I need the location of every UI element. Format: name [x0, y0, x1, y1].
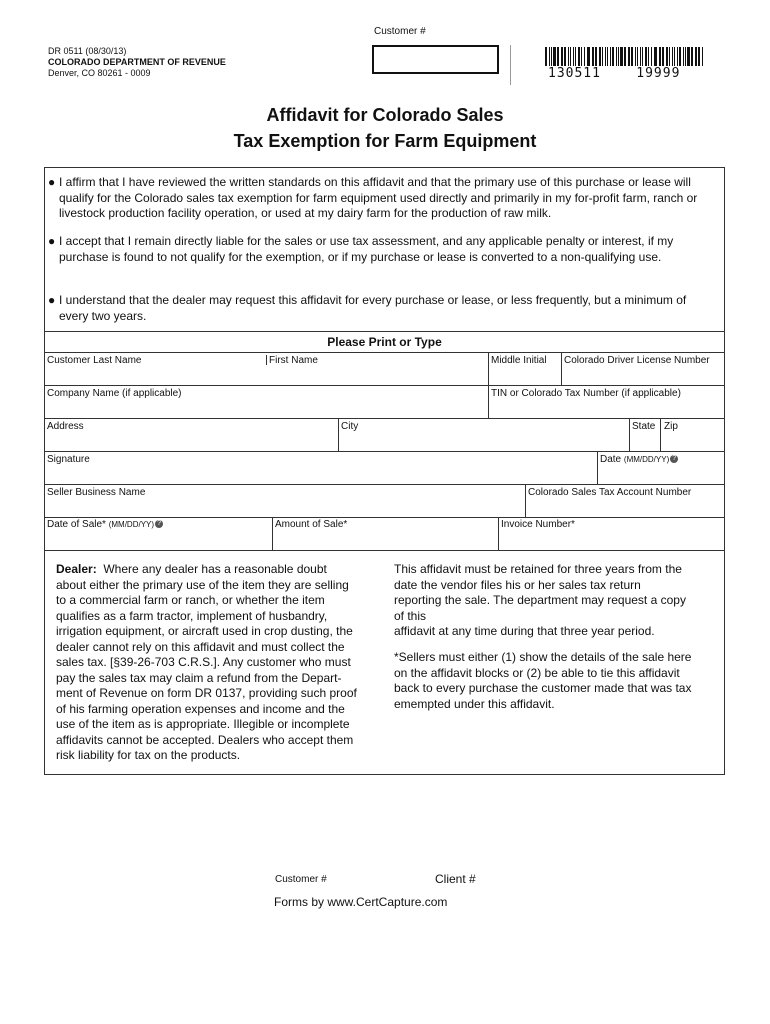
barcode-bar — [640, 47, 641, 66]
divider — [44, 451, 725, 452]
date-of-sale-field[interactable]: Date of Sale* (MM/DD/YY) ? — [47, 519, 163, 530]
middle-initial-field[interactable]: Middle Initial — [491, 355, 547, 366]
barcode-bar — [568, 47, 569, 66]
divider — [44, 517, 725, 518]
barcode-bar — [618, 47, 619, 66]
barcode-bar — [645, 47, 647, 66]
barcode-bar — [602, 47, 603, 66]
dealer-note: Dealer: Where any dealer has a reasonable doubt about either the primary use of the item they are selling to a commercial farm or ranch, or whether the item qualifies as a farm tractor, implement of husbandry, irrigation equipment, or aircraft used in crop dusting, the dealer cannot rely on this affidavit and must collect the sales tax. [§39-26-703 C.R.S.]. Any customer who must pay the sales tax may claim a refund from the Depart- ment of Revenue on form DR 0137, providing such proof of his farming operation expenses and income and the use of the item as is appropriate. Illegible or incomplete affidavits cannot be accepted. Dealers who accept them risk liability for tax on the products. — [56, 562, 357, 762]
barcode-bar — [685, 47, 686, 66]
barcode-bar — [631, 47, 633, 66]
divider — [266, 355, 267, 365]
barcode-bar — [695, 47, 697, 66]
sellers-note: *Sellers must either (1) show the details of the sale here on the affidavit blocks or (2) be able to tie this affidavit back to every purchase the customer made that was tax emempted under this affidavit. — [394, 650, 692, 711]
barcode-bar — [553, 47, 556, 66]
seller-business-name-field[interactable]: Seller Business Name — [47, 487, 146, 498]
barcode-bar — [570, 47, 571, 66]
barcode-bar — [628, 47, 630, 66]
forms-by-credit: Forms by www.CertCapture.com — [274, 895, 448, 909]
barcode-bar — [575, 47, 576, 66]
barcode-bar — [648, 47, 649, 66]
barcode-bar — [581, 47, 582, 66]
help-icon[interactable]: ? — [155, 520, 163, 528]
barcode-bar — [584, 47, 585, 66]
barcode-bar — [659, 47, 661, 66]
barcode-bar — [549, 47, 550, 66]
divider — [44, 331, 725, 332]
driver-license-field[interactable]: Colorado Driver License Number — [564, 355, 710, 366]
barcode-bar — [679, 47, 681, 66]
divider — [488, 385, 489, 418]
help-icon[interactable]: ? — [670, 455, 678, 463]
state-field[interactable]: State — [632, 421, 656, 432]
barcode-bar — [674, 47, 675, 66]
affirmation-bullet-2: ● I accept that I remain directly liable for the sales or use tax assessment, and any applicable penalty or interest, if my purchase is found to not qualify for the exemption, or if my purchase or lease is converted to a non-qualifying use. — [48, 234, 674, 264]
barcode-bar — [616, 47, 617, 66]
barcode-bar — [666, 47, 668, 66]
barcode-bar — [557, 47, 559, 66]
barcode-bar — [551, 47, 552, 66]
divider — [561, 352, 562, 385]
barcode-bar — [595, 47, 597, 66]
city-field[interactable]: City — [341, 421, 359, 432]
affirmation-bullet-3: ● I understand that the dealer may request this affidavit for every purchase or lease, or less frequently, but a minimum of every two years. — [48, 293, 687, 323]
bullet-icon: ● — [48, 234, 56, 248]
barcode-bar — [620, 47, 623, 66]
retention-note: This affidavit must be retained for three years from the date the vendor files his or her sales tax return reporting the sale. The department may request a copy of this affidavit at any time during that three year period. — [394, 562, 686, 638]
barcode-bar — [607, 47, 608, 66]
divider — [272, 517, 273, 550]
barcode-bar — [605, 47, 606, 66]
barcode-bar — [702, 47, 703, 66]
barcode-bar — [691, 47, 693, 66]
affirmation-bullet-1: ● I affirm that I have reviewed the written standards on this affidavit and that the primary use of this purchase or lease will qualify for the Colorado sales tax exemption for farm equipment used directly and primarily in my for-profit farm, ranch or livestock production facility operation, or used at my dairy farm for the production of raw milk. — [48, 175, 698, 220]
barcode-bar — [578, 47, 580, 66]
company-name-field[interactable]: Company Name (if applicable) — [47, 388, 182, 399]
bullet-icon: ● — [48, 293, 56, 307]
customer-number-field[interactable] — [372, 45, 499, 74]
barcode-bar — [610, 47, 611, 66]
first-name-field[interactable]: First Name — [269, 355, 318, 366]
invoice-number-field[interactable]: Invoice Number* — [501, 519, 575, 530]
divider — [597, 451, 598, 484]
barcode-bar — [662, 47, 664, 66]
barcode-number: 130511 19999 — [548, 66, 681, 81]
barcode-bar — [669, 47, 670, 66]
barcode-bar — [651, 47, 652, 66]
barcode-divider — [510, 45, 511, 85]
divider — [44, 484, 725, 485]
divider — [629, 418, 630, 451]
barcode-bar — [672, 47, 673, 66]
department-name: COLORADO DEPARTMENT OF REVENUE — [48, 57, 226, 67]
sales-tax-account-field[interactable]: Colorado Sales Tax Account Number — [528, 487, 692, 498]
barcode-bar — [587, 47, 590, 66]
divider — [44, 385, 725, 386]
address-field[interactable]: Address — [47, 421, 84, 432]
divider — [488, 352, 489, 385]
barcode-bar — [599, 47, 601, 66]
barcode-bar — [635, 47, 636, 66]
barcode-bar — [677, 47, 678, 66]
form-title-line1: Affidavit for Colorado Sales — [266, 105, 504, 125]
barcode-bar — [654, 47, 657, 66]
zip-field[interactable]: Zip — [664, 421, 678, 432]
divider — [44, 418, 725, 419]
customer-number-label: Customer # — [374, 26, 426, 37]
footer-customer-label: Customer # — [275, 874, 327, 885]
department-address: Denver, CO 80261 - 0009 — [48, 68, 151, 78]
form-id: DR 0511 (08/30/13) — [48, 46, 127, 56]
date-field[interactable]: Date (MM/DD/YY) ? — [600, 454, 678, 465]
barcode — [545, 47, 705, 66]
divider — [338, 418, 339, 451]
barcode-bar — [642, 47, 643, 66]
barcode-bar — [561, 47, 563, 66]
divider — [660, 418, 661, 451]
amount-of-sale-field[interactable]: Amount of Sale* — [275, 519, 348, 530]
please-print-heading: Please Print or Type — [327, 335, 442, 349]
form-title-line2: Tax Exemption for Farm Equipment — [233, 131, 537, 151]
customer-last-name-field[interactable]: Customer Last Name — [47, 355, 142, 366]
barcode-bar — [698, 47, 700, 66]
divider — [498, 517, 499, 550]
bullet-icon: ● — [48, 175, 56, 189]
barcode-bar — [687, 47, 690, 66]
barcode-bar — [637, 47, 638, 66]
barcode-bar — [624, 47, 626, 66]
signature-field[interactable]: Signature — [47, 454, 90, 465]
divider — [44, 352, 725, 353]
barcode-bar — [545, 47, 547, 66]
barcode-bar — [592, 47, 594, 66]
header-block — [48, 46, 226, 79]
divider — [44, 550, 725, 551]
barcode-bar — [683, 47, 684, 66]
barcode-bar — [612, 47, 614, 66]
barcode-bar — [573, 47, 574, 66]
dealer-label: Dealer: — [56, 562, 97, 576]
barcode-bar — [564, 47, 566, 66]
divider — [525, 484, 526, 517]
tin-field[interactable]: TIN or Colorado Tax Number (if applicable) — [491, 388, 681, 399]
footer-client-label: Client # — [435, 872, 476, 886]
